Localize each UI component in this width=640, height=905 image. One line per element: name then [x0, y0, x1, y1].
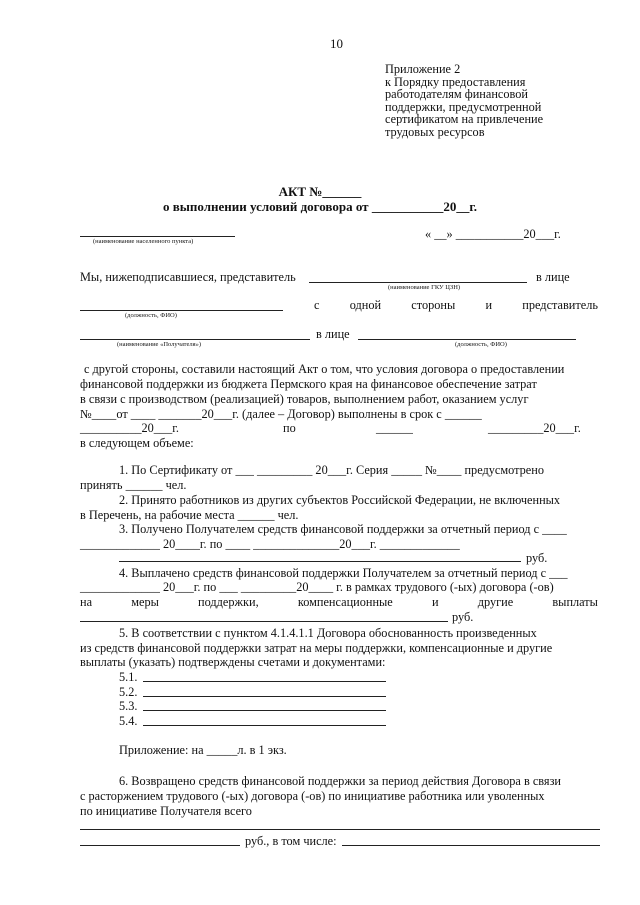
item-2-cont: в Перечень, на рабочие места ______ чел.: [80, 508, 299, 522]
appendix-line: трудовых ресурсов: [385, 124, 485, 139]
item-3-sum-line: [119, 561, 521, 562]
appendix-line: сертификатом на привлечение: [385, 112, 544, 127]
item-5-cont: выплаты (указать) подтверждены счетами и документами:: [80, 655, 386, 669]
item-6-cont: с расторжением трудового (-ых) договора (-ов) по инициативе работника или уволенных: [80, 789, 545, 803]
gku-caption: (наименование ГКУ ЦЗН): [388, 284, 461, 291]
word: компенсационные: [297, 595, 393, 609]
word: меры: [131, 595, 159, 609]
body-line: №____от ____ _______20___г. (далее – Договор) выполнены в срок с ______: [80, 407, 482, 421]
sub-item-line: [143, 681, 386, 682]
recipient-line: [80, 339, 310, 340]
word: и: [485, 298, 493, 312]
sub-item-line: [143, 725, 386, 726]
position-line-2: [358, 339, 576, 340]
body-line: ______: [376, 421, 413, 435]
body-line: __________20___г.: [80, 421, 179, 435]
item-3-cont: _____________ 20____г. по ____ ______________20___г. _____________: [80, 537, 460, 551]
body-line: по: [283, 421, 296, 435]
intro-text: Мы, нижеподписавшиеся, представитель: [80, 270, 296, 284]
appendix-line: поддержки, предусмотренной: [385, 99, 542, 114]
position-caption: (должность, ФИО): [125, 312, 177, 319]
word: на: [80, 595, 93, 609]
place-caption: (наименование населенного пункта): [93, 238, 194, 245]
item-6-detail-line: [342, 845, 600, 846]
item-3: 3. Получено Получателем средств финансовой поддержки за отчетный период с ____: [119, 522, 567, 536]
word: с: [314, 298, 320, 312]
word: одной: [349, 298, 382, 312]
word: представитель: [522, 298, 598, 312]
body-line: _________20___г.: [488, 421, 581, 435]
position-line: [80, 310, 283, 311]
item-1: 1. По Сертификату от ___ _________ 20___г. Серия _____ №____ предусмотрено: [119, 463, 544, 477]
appendix-block: [385, 63, 543, 139]
item-4-rub: руб.: [452, 610, 474, 624]
v-litse-label: в лице: [536, 270, 570, 284]
body-line: финансовой поддержки из бюджета Пермского края на финансовое обеспечение затрат: [80, 377, 537, 391]
appendix-line: работодателям финансовой: [385, 87, 528, 102]
word: и: [431, 595, 439, 609]
body-line: в следующем объеме:: [80, 436, 194, 450]
item-6-sum-line: [80, 845, 240, 846]
body-line: с другой стороны, составили настоящий Акт о том, что условия договора о предоставлении: [84, 362, 565, 376]
item-4-words: [80, 595, 598, 609]
item-3-rub: руб.: [526, 551, 548, 565]
body-line: в связи с производством (реализацией) товаров, выполнением работ, оказанием услуг: [80, 392, 529, 406]
item-4-sum-line: [80, 621, 448, 622]
attachment-note: Приложение: на _____л. в 1 экз.: [119, 743, 287, 757]
item-6: 6. Возвращено средств финансовой поддержки за период действия Договора в связи: [119, 774, 562, 788]
item-2: 2. Принято работников из других субъектов Российской Федерации, не включенных: [119, 493, 561, 507]
word: стороны: [411, 298, 456, 312]
item-5-cont: из средств финансовой поддержки затрат на меры поддержки, компенсационные и другие: [80, 641, 553, 655]
act-subtitle: о выполнении условий договора от ___________20__г.: [163, 199, 477, 214]
v-litse-label-2: в лице: [316, 327, 350, 341]
sub-item-line: [143, 696, 386, 697]
sub-item-line: [143, 710, 386, 711]
sides-row: [314, 298, 598, 312]
word: другие: [477, 595, 514, 609]
date-field: « __» ___________20___г.: [425, 227, 561, 241]
word: выплаты: [552, 595, 598, 609]
position-caption-2: (должность, ФИО): [455, 341, 507, 348]
page-number: 10: [330, 36, 343, 51]
item-1-cont: принять ______ чел.: [80, 478, 187, 492]
item-6-cont: по инициативе Получателя всего: [80, 804, 252, 818]
item-4: 4. Выплачено средств финансовой поддержки Получателем за отчетный период с ___: [119, 566, 568, 580]
sub-item-label: 5.4.: [119, 714, 138, 728]
item-5: 5. В соответствии с пунктом 4.1.4.1.1 Договора обоснованность произведенных: [119, 626, 537, 640]
recipient-caption: (наименование «Получателя»): [117, 341, 202, 348]
appendix-line: Приложение 2: [385, 62, 461, 76]
place-line: [80, 236, 235, 237]
item-6-rub: руб., в том числе:: [245, 834, 337, 848]
gku-line: [309, 282, 527, 283]
word: поддержки,: [198, 595, 259, 609]
sub-item-label: 5.3.: [119, 699, 138, 713]
act-title: АКТ №______: [278, 184, 362, 199]
sub-item-label: 5.1.: [119, 670, 138, 684]
sub-item-label: 5.2.: [119, 685, 138, 699]
item-4-cont: _____________ 20___г. по ___ _________20____ г. в рамках трудового (-ых) договора (-ов): [80, 580, 554, 594]
item-6-line: [80, 829, 600, 830]
appendix-line: к Порядку предоставления: [385, 74, 526, 89]
